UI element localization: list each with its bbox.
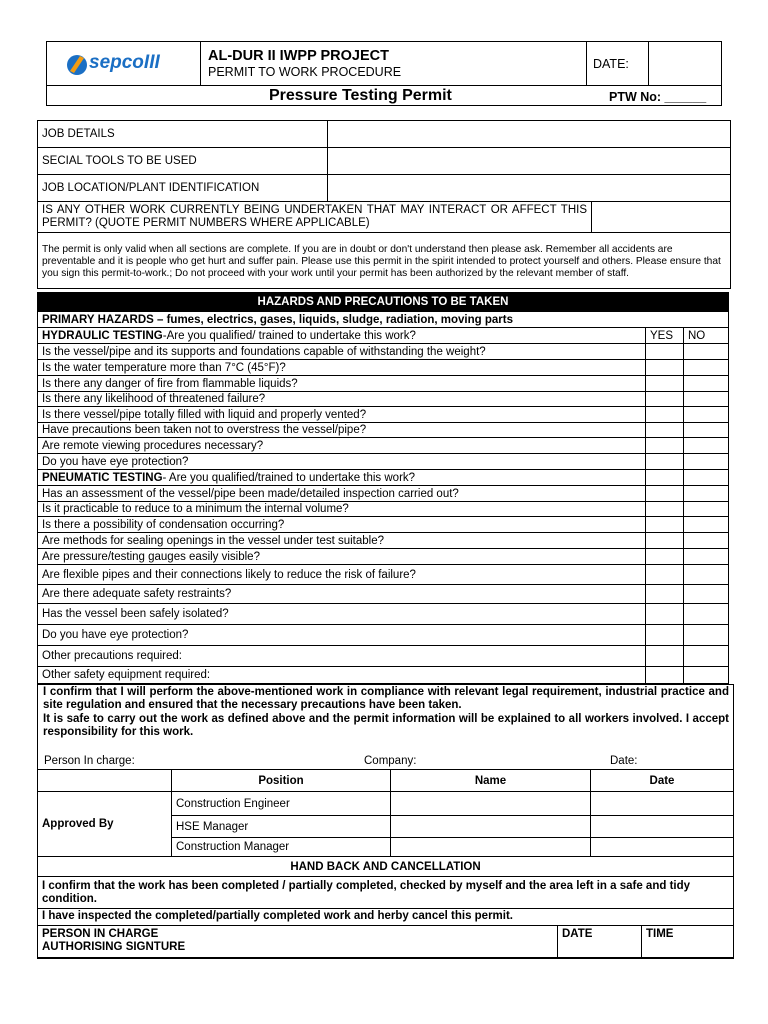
- hydraulic-label: HYDRAULIC TESTING: [42, 329, 163, 342]
- question-row: [38, 585, 729, 604]
- hydraulic-row: [38, 328, 646, 344]
- job-details-label: JOB DETAILS: [38, 121, 328, 148]
- yes-checkbox[interactable]: [646, 407, 684, 423]
- name-field[interactable]: [391, 816, 591, 838]
- position-header: Position: [172, 770, 391, 792]
- confirm-text-1: I confirm that I will perform the above-mentioned work in compliance with relevant legal requirement, industrial practice and site regulation and ensured that the necessary precautions have been taken.: [43, 686, 729, 711]
- yes-header: YES: [646, 328, 684, 344]
- question-row: [38, 549, 729, 565]
- hazards-table: [37, 292, 729, 684]
- question-row: [38, 646, 729, 667]
- procedure-title: PERMIT TO WORK PROCEDURE: [208, 65, 402, 79]
- ptw-number[interactable]: PTW No: ______: [609, 90, 707, 104]
- other-work-field[interactable]: [592, 202, 731, 233]
- question-text: Has the vessel been safely isolated?: [38, 604, 646, 625]
- question-row: [38, 565, 729, 585]
- yes-checkbox[interactable]: [646, 604, 684, 625]
- no-checkbox[interactable]: [684, 360, 729, 376]
- no-checkbox[interactable]: [684, 549, 729, 565]
- logo-text: sepcoIII: [89, 52, 160, 73]
- date-field[interactable]: [591, 816, 734, 838]
- question-row: [38, 517, 729, 533]
- question-text: Has an assessment of the vessel/pipe been made/detailed inspection carried out?: [38, 486, 646, 502]
- question-text: Other safety equipment required:: [38, 667, 646, 684]
- question-text: Is there vessel/pipe totally filled with liquid and properly vented?: [38, 407, 646, 423]
- yes-checkbox[interactable]: [646, 646, 684, 667]
- signature-table: [37, 925, 734, 959]
- authorising-signature: AUTHORISING SIGNTURE: [42, 941, 186, 953]
- company-label: Company:: [364, 755, 417, 767]
- question-row: [38, 486, 729, 502]
- yes-checkbox[interactable]: [646, 454, 684, 470]
- question-text: Is the vessel/pipe and its supports and foundations capable of withstanding the weight?: [38, 344, 646, 360]
- no-checkbox[interactable]: [684, 454, 729, 470]
- pneumatic-row: [38, 470, 646, 486]
- person-in-charge-label: Person In charge:: [44, 755, 135, 767]
- yes-checkbox[interactable]: [646, 517, 684, 533]
- question-text: Are there adequate safety restraints?: [38, 585, 646, 604]
- date-field[interactable]: [591, 838, 734, 857]
- pneumatic-question: - Are you qualified/trained to undertake this work?: [162, 471, 416, 484]
- question-row: [38, 392, 729, 407]
- date-label: DATE:: [593, 57, 629, 71]
- question-text: Is there a possibility of condensation occurring?: [38, 517, 646, 533]
- question-row: [38, 360, 729, 376]
- handback-time[interactable]: TIME: [642, 926, 734, 959]
- no-checkbox[interactable]: [684, 502, 729, 517]
- approval-table: [37, 769, 734, 924]
- yes-checkbox[interactable]: [646, 344, 684, 360]
- date-value-cell[interactable]: [649, 42, 721, 85]
- confirmation-box: [37, 684, 734, 958]
- question-text: Are remote viewing procedures necessary?: [38, 438, 646, 454]
- question-row: [38, 667, 729, 684]
- other-work-table: [37, 201, 731, 289]
- question-text: Are methods for sealing openings in the vessel under test suitable?: [38, 533, 646, 549]
- header-box: [46, 41, 722, 106]
- handback-text-1: I confirm that the work has been completed / partially completed, checked by myself and the area left in a safe and tidy condition.: [38, 877, 734, 909]
- primary-hazards: PRIMARY HAZARDS – fumes, electrics, gases, liquids, sludge, radiation, moving parts: [38, 312, 729, 328]
- yes-checkbox[interactable]: [646, 392, 684, 407]
- yes-checkbox[interactable]: [646, 360, 684, 376]
- permit-title: Pressure Testing Permit: [269, 87, 452, 104]
- yes-checkbox[interactable]: [646, 667, 684, 684]
- question-text: Is the water temperature more than 7°C (45°F)?: [38, 360, 646, 376]
- no-checkbox[interactable]: [684, 376, 729, 392]
- date-field[interactable]: [591, 792, 734, 816]
- no-checkbox[interactable]: [684, 407, 729, 423]
- question-row: [38, 533, 729, 549]
- question-row: [38, 604, 729, 625]
- question-text: Other precautions required:: [38, 646, 646, 667]
- name-header: Name: [391, 770, 591, 792]
- no-checkbox[interactable]: [684, 604, 729, 625]
- handback-date[interactable]: DATE: [558, 926, 642, 959]
- question-row: [38, 423, 729, 438]
- question-row: [38, 407, 729, 423]
- question-text: Are flexible pipes and their connections likely to reduce the risk of failure?: [38, 565, 646, 585]
- tools-label: SECIAL TOOLS TO BE USED: [38, 148, 328, 175]
- no-checkbox[interactable]: [684, 667, 729, 684]
- handback-heading: HAND BACK AND CANCELLATION: [38, 857, 734, 877]
- no-checkbox[interactable]: [684, 533, 729, 549]
- position-hse-manager: HSE Manager: [172, 816, 391, 838]
- question-text: Are pressure/testing gauges easily visible?: [38, 549, 646, 565]
- question-text: Is there any danger of fire from flammable liquids?: [38, 376, 646, 392]
- yes-checkbox[interactable]: [646, 470, 684, 486]
- confirm-date-label: Date:: [610, 755, 638, 767]
- no-checkbox[interactable]: [684, 565, 729, 585]
- permit-title-row: [47, 85, 721, 105]
- hydraulic-question: -Are you qualified/ trained to undertake this work?: [162, 329, 416, 342]
- question-row: [38, 502, 729, 517]
- no-checkbox[interactable]: [684, 585, 729, 604]
- question-row: [38, 454, 729, 470]
- job-details-field[interactable]: [328, 121, 731, 148]
- yes-checkbox[interactable]: [646, 549, 684, 565]
- question-text: Is it practicable to reduce to a minimum the internal volume?: [38, 502, 646, 517]
- question-row: [38, 625, 729, 646]
- job-details-table: [37, 120, 731, 202]
- no-checkbox[interactable]: [684, 470, 729, 486]
- other-work-label: IS ANY OTHER WORK CURRENTLY BEING UNDERTAKEN THAT MAY INTERACT OR AFFECT THIS PERMIT? (QUOTE PERMIT NUMBERS WHERE APPLICABLE): [38, 202, 592, 233]
- title-cell: [201, 42, 587, 85]
- question-text: Do you have eye protection?: [38, 625, 646, 646]
- permit-notice: The permit is only valid when all sections are complete. If you are in doubt or don't understand then please ask. Remember all accidents are preventable and it is people who get hurt and suffer pain. Please use this permit in the spirit intended to protect yourself and others. Please ensure that you sign this permit-to-work.; Do not proceed with your work until your permit has been authorized by the relevant member of staff.: [38, 233, 731, 289]
- project-title: AL-DUR II IWPP PROJECT: [208, 48, 389, 64]
- tools-field[interactable]: [328, 148, 731, 175]
- approved-by-label: Approved By: [38, 792, 172, 857]
- date-label-cell: [587, 42, 649, 85]
- position-construction-manager: Construction Manager: [172, 838, 391, 857]
- no-checkbox[interactable]: [684, 625, 729, 646]
- question-text: Is there any likelihood of threatened failure?: [38, 392, 646, 407]
- no-checkbox[interactable]: [684, 344, 729, 360]
- person-in-charge-sign: PERSON IN CHARGE: [42, 928, 159, 940]
- no-checkbox[interactable]: [684, 438, 729, 454]
- question-text: Have precautions been taken not to overstress the vessel/pipe?: [38, 423, 646, 438]
- logo-cell: [47, 42, 201, 85]
- hazards-heading: HAZARDS AND PRECAUTIONS TO BE TAKEN: [38, 293, 729, 312]
- no-checkbox[interactable]: [684, 486, 729, 502]
- no-checkbox[interactable]: [684, 423, 729, 438]
- no-checkbox[interactable]: [684, 517, 729, 533]
- signature-labels: [38, 926, 558, 959]
- confirm-text-2: It is safe to carry out the work as defined above and the permit information will be explained to all workers involved. I accept responsibility for this work.: [43, 713, 729, 738]
- date-header: Date: [591, 770, 734, 792]
- no-header: NO: [684, 328, 729, 344]
- yes-checkbox[interactable]: [646, 585, 684, 604]
- question-row: [38, 344, 729, 360]
- position-construction-engineer: Construction Engineer: [172, 792, 391, 816]
- handback-text-2: I have inspected the completed/partially completed work and herby cancel this permit.: [38, 909, 734, 924]
- yes-checkbox[interactable]: [646, 502, 684, 517]
- location-label: JOB LOCATION/PLANT IDENTIFICATION: [38, 175, 328, 202]
- name-field[interactable]: [391, 792, 591, 816]
- name-field[interactable]: [391, 838, 591, 857]
- yes-checkbox[interactable]: [646, 376, 684, 392]
- no-checkbox[interactable]: [684, 646, 729, 667]
- yes-checkbox[interactable]: [646, 486, 684, 502]
- yes-checkbox[interactable]: [646, 565, 684, 585]
- pneumatic-label: PNEUMATIC TESTING: [42, 471, 163, 484]
- yes-checkbox[interactable]: [646, 625, 684, 646]
- question-text: Do you have eye protection?: [38, 454, 646, 470]
- yes-checkbox[interactable]: [646, 423, 684, 438]
- question-row: [38, 438, 729, 454]
- yes-checkbox[interactable]: [646, 533, 684, 549]
- approval-blank: [38, 770, 172, 792]
- no-checkbox[interactable]: [684, 392, 729, 407]
- yes-checkbox[interactable]: [646, 438, 684, 454]
- question-row: [38, 376, 729, 392]
- location-field[interactable]: [328, 175, 731, 202]
